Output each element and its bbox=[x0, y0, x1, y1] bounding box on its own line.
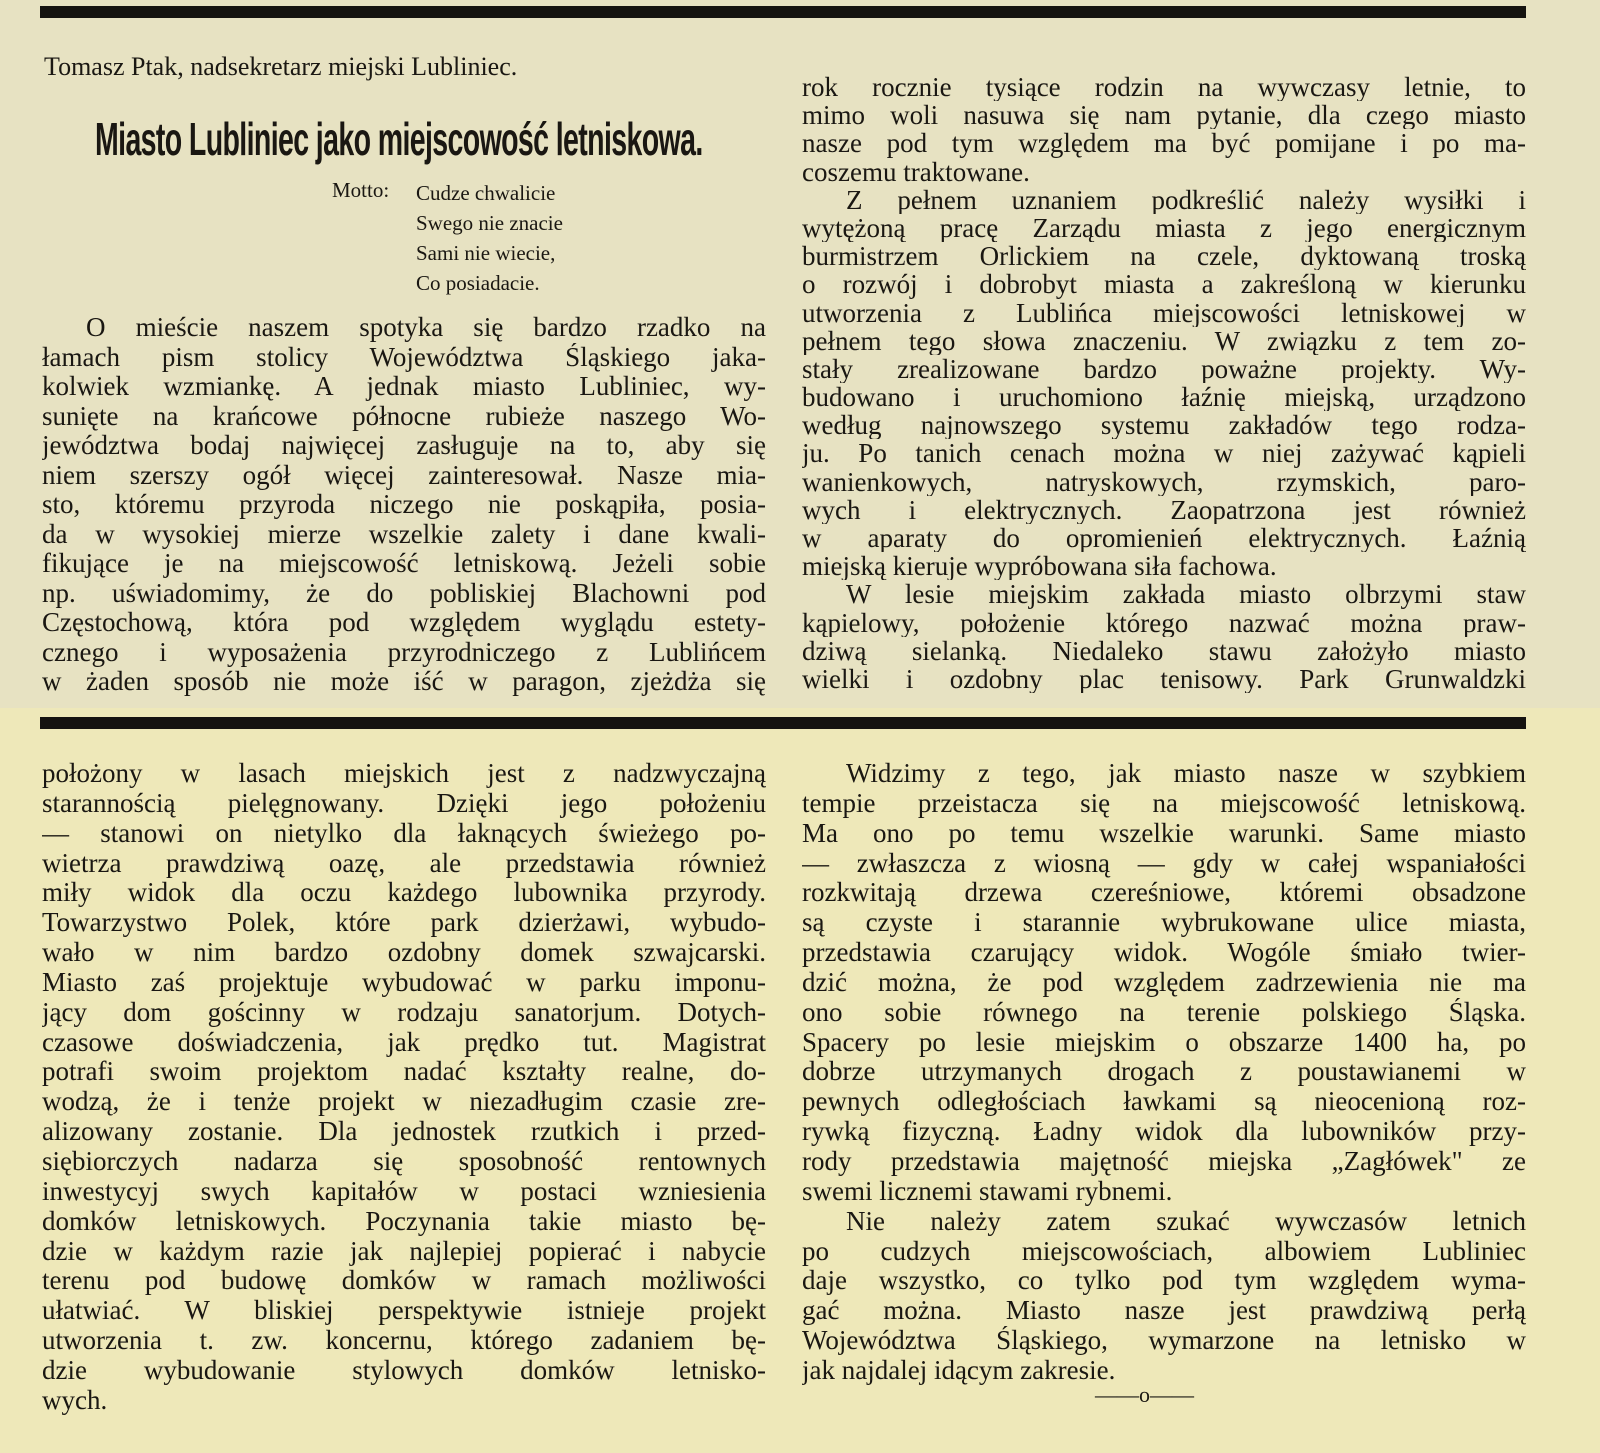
motto-line: Sami nie wiecie, bbox=[416, 241, 556, 265]
text-line: domków letniskowych. Poczynania takie miasto bę- bbox=[42, 1206, 766, 1236]
text-line: swemi licznemi stawami rybnemi. bbox=[802, 1176, 1173, 1206]
text-line: — stanowi on nietylko dla łaknących świeżego po- bbox=[42, 818, 766, 848]
end-mark: ——o—— bbox=[1095, 1382, 1194, 1407]
text-line: ju. Po tanich cenach można w niej zażywać kąpieli bbox=[802, 439, 1526, 468]
text-line: starannością pielęgnowany. Dzięki jego położeniu bbox=[42, 788, 766, 818]
text-line: gać można. Miasto nasze jest prawdziwą perłą bbox=[802, 1296, 1526, 1326]
text-line: burmistrzem Orlickiem na czele, dyktowaną troską bbox=[802, 242, 1526, 271]
column-top-right bbox=[802, 73, 1526, 693]
motto-line: Swego nie znacie bbox=[416, 211, 563, 235]
text-line: Województwa Śląskiego, wymarzone na letnisko w bbox=[802, 1326, 1526, 1356]
text-line: mimo woli nasuwa się nam pytanie, dla czego miasto bbox=[802, 101, 1526, 130]
text-line: kolwiek wzmiankę. A jednak miasto Lubliniec, wy- bbox=[42, 372, 766, 401]
text-line: położony w lasach miejskich jest z nadzwyczajną bbox=[42, 759, 766, 788]
text-line: pełnem tego słowa znaczeniu. W związku z tem zo- bbox=[802, 326, 1526, 355]
article-title: Miasto Lubliniec jako miejscowość letniskowa. bbox=[95, 113, 703, 165]
text-line: przedstawia czarujący widok. Wogóle śmiało twier- bbox=[802, 938, 1526, 968]
middle-rule bbox=[40, 717, 1526, 729]
text-line: ono sobie równego na terenie polskiego Śląska. bbox=[802, 997, 1526, 1027]
text-line: fikujące je na miejscowość letniskową. Jeżeli sobie bbox=[42, 549, 766, 578]
text-line: w żaden sposób nie może iść w paragon, zjeżdża się bbox=[42, 667, 766, 696]
text-line: jak najdalej idącym zakresie. bbox=[802, 1355, 1116, 1385]
text-line: utworzenia t. zw. koncernu, którego zadaniem bę- bbox=[42, 1326, 766, 1356]
text-line: alizowany zostanie. Dla jednostek rzutkich i przed- bbox=[42, 1117, 766, 1147]
text-line: da w wysokiej mierze wszelkie zalety i dane kwali- bbox=[42, 519, 766, 549]
text-line: miły widok dla oczu każdego lubownika przyrody. bbox=[42, 878, 766, 908]
text-line: Ma ono po temu wszelkie warunki. Same miasto bbox=[802, 818, 1526, 848]
text-line: dobrze utrzymanych drogach z poustawianemi w bbox=[802, 1057, 1526, 1087]
text-line: wało w nim bardzo ozdobny domek szwajcarski. bbox=[42, 938, 766, 968]
text-line: stały zrealizowane bardzo poważne projekty. Wy- bbox=[802, 354, 1526, 384]
text-line: nasze pod tym względem ma być pomijane i po ma- bbox=[802, 129, 1526, 158]
text-line: Częstochową, która pod względem wyglądu estety- bbox=[42, 608, 766, 637]
text-line: rozkwitają drzewa czereśniowe, któremi obsadzone bbox=[802, 878, 1526, 908]
text-line: cznego i wyposażenia przyrodniczego z Lublińcem bbox=[42, 637, 766, 667]
text-line: coszemu traktowane. bbox=[802, 157, 1030, 186]
text-line: tempie przeistacza się na miejscowość letniskową. bbox=[802, 788, 1526, 818]
text-line: Z pełnem uznaniem podkreślić należy wysiłki i bbox=[846, 185, 1526, 214]
text-line: potrafi swoim projektom nadać kształty realne, do- bbox=[42, 1057, 766, 1087]
text-line: według najnowszego systemu zakładów tego rodza- bbox=[802, 411, 1526, 440]
text-line: sunięte na krańcowe północne rubieże naszego Wo- bbox=[42, 401, 766, 431]
text-line: O mieście naszem spotyka się bardzo rzadko na bbox=[86, 313, 766, 342]
text-line: — zwłaszcza z wiosną — gdy w całej wspaniałości bbox=[802, 848, 1526, 878]
text-line: łamach pism stolicy Województwa Śląskiego jaka- bbox=[42, 342, 766, 372]
text-line: czasowe doświadczenia, jak prędko tut. Magistrat bbox=[42, 1027, 766, 1057]
text-line: o rozwój i dobrobyt miasta a zakreśloną w kierunku bbox=[802, 270, 1526, 299]
text-line: rok rocznie tysiące rodzin na wywczasy letnie, to bbox=[802, 73, 1526, 102]
text-line: ułatwiać. W bliskiej perspektywie istnieje projekt bbox=[42, 1296, 766, 1326]
text-line: dzić można, że pod względem zadrzewienia nie ma bbox=[802, 967, 1526, 997]
motto-label: Motto: bbox=[332, 178, 390, 202]
text-line: Widzimy z tego, jak miasto nasze w szybkiem bbox=[846, 759, 1526, 788]
text-line: miejską kieruje wypróbowana siła fachowa. bbox=[802, 552, 1277, 581]
top-rule bbox=[40, 6, 1526, 18]
text-line: Towarzystwo Polek, które park dzierżawi, wybudo- bbox=[42, 908, 766, 938]
text-line: jący dom gościnny w rodzaju sanatorjum. Dotych- bbox=[42, 997, 766, 1027]
text-line: po cudzych miejscowościach, albowiem Lubliniec bbox=[802, 1236, 1526, 1266]
text-line: wodzą, że i tenże projekt w niezadługim czasie zre- bbox=[42, 1087, 766, 1117]
text-line: siębiorczych nadarza się sposobność rentownych bbox=[42, 1146, 766, 1176]
text-line: wych. bbox=[42, 1385, 108, 1415]
text-line: dziwą sielanką. Niedaleko stawu założyło miasto bbox=[802, 636, 1526, 665]
text-line: Spacery po lesie miejskim o obszarze 1400 ha, po bbox=[802, 1027, 1526, 1057]
column-bottom-left bbox=[42, 759, 766, 1416]
text-line: niem szerszy ogół więcej zainteresował. Nasze mia- bbox=[42, 460, 766, 490]
text-line: rywką fizyczną. Ładny widok dla lubowników przy- bbox=[802, 1117, 1526, 1147]
text-line: np. uświadomimy, że do pobliskiej Blachowni pod bbox=[42, 578, 766, 608]
text-line: inwestycyj swych kapitałów w postaci wzniesienia bbox=[42, 1176, 766, 1206]
text-line: dzie wybudowanie stylowych domków letnisko- bbox=[42, 1355, 766, 1385]
column-bottom-right bbox=[802, 759, 1526, 1386]
text-line: jewództwa bodaj najwięcej zasługuje na to, aby się bbox=[42, 431, 766, 460]
text-line: wanienkowych, natryskowych, rzymskich, paro- bbox=[802, 467, 1526, 496]
text-line: budowano i uruchomiono łaźnię miejską, urządzono bbox=[802, 383, 1526, 412]
text-line: utworzenia z Lublińca miejscowości letniskowej w bbox=[802, 298, 1526, 327]
text-line: daje wszystko, co tylko pod tym względem wyma- bbox=[802, 1266, 1526, 1296]
text-line: terenu pod budowę domków w ramach możliwości bbox=[42, 1266, 766, 1296]
text-line: rody przedstawia majętność miejska „Zagłówek" ze bbox=[802, 1146, 1526, 1176]
text-line: Miasto zaś projektuje wybudować w parku imponu- bbox=[42, 967, 766, 997]
text-line: w aparaty do opromienień elektrycznych. Łaźnią bbox=[802, 524, 1526, 553]
column-top-left bbox=[42, 313, 766, 697]
text-line: sto, któremu przyroda niczego nie poskąpiła, posia- bbox=[42, 490, 766, 519]
text-line: wych i elektrycznych. Zaopatrzona jest również bbox=[802, 495, 1526, 524]
text-line: dzie w każdym razie jak najlepiej popierać i nabycie bbox=[42, 1236, 766, 1266]
text-line: kąpielowy, położenie którego nazwać można praw- bbox=[802, 608, 1526, 637]
motto-line: Co posiadacie. bbox=[416, 271, 540, 295]
text-line: są czyste i starannie wybrukowane ulice miasta, bbox=[802, 908, 1526, 938]
text-line: W lesie miejskim zakłada miasto olbrzymi staw bbox=[846, 580, 1526, 609]
text-line: pewnych odległościach ławkami są nieocenioną roz- bbox=[802, 1087, 1526, 1117]
text-line: Nie należy zatem szukać wywczasów letnich bbox=[846, 1206, 1526, 1236]
text-line: wielki i ozdobny plac tenisowy. Park Grunwaldzki bbox=[802, 664, 1526, 694]
text-line: wietrza prawdziwą oazę, ale przedstawia również bbox=[42, 848, 766, 878]
text-line: wytężoną pracę Zarządu miasta z jego energicznym bbox=[802, 213, 1526, 243]
motto-line: Cudze chwalicie bbox=[416, 181, 556, 205]
byline: Tomasz Ptak, nadsekretarz miejski Lubliniec. bbox=[44, 52, 518, 81]
